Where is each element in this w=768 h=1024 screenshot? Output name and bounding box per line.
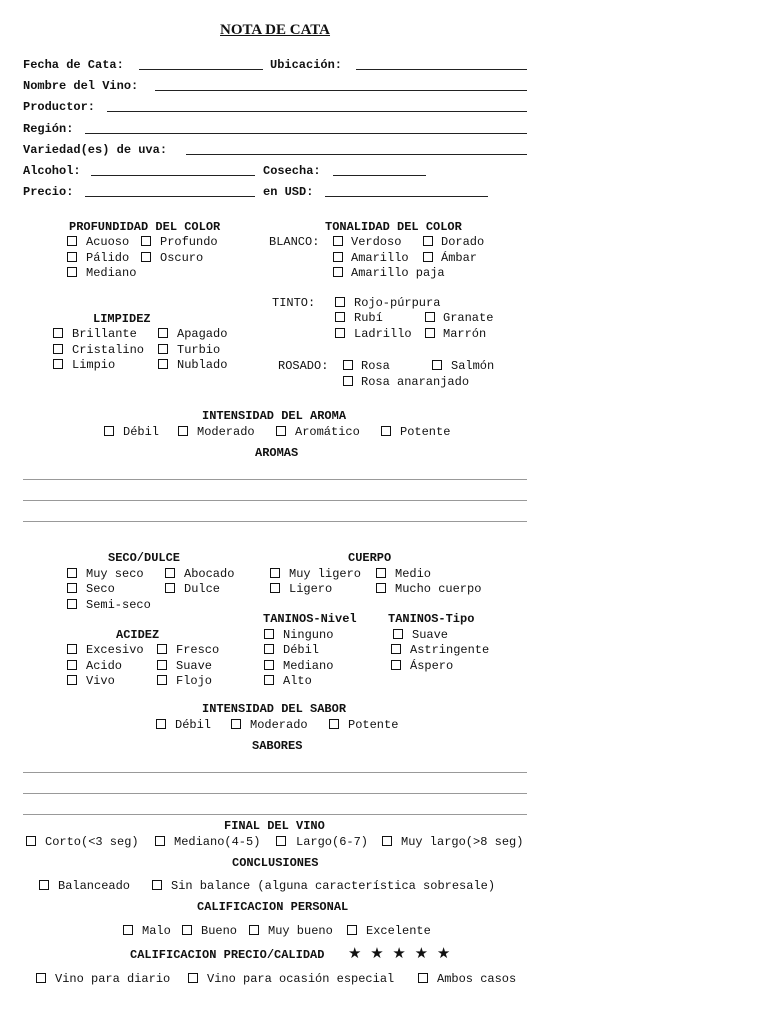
checkbox-amarillo-paja[interactable] [333,267,343,277]
option-label: Moderado [197,425,255,439]
usd-field[interactable] [325,196,488,197]
option-label: Mediano [86,266,137,280]
sabores-heading: SABORES [252,739,303,753]
checkbox-aroma-debil[interactable] [104,426,114,436]
final-heading: FINAL DEL VINO [224,819,325,833]
checkbox-sabor-potente[interactable] [329,719,339,729]
checkbox-largo[interactable] [276,836,286,846]
checkbox-abocado[interactable] [165,568,175,578]
option-label: Dulce [184,582,221,596]
checkbox-cristalino[interactable] [53,344,63,354]
checkbox-nublado[interactable] [158,359,168,369]
option-label: Débil [123,425,160,439]
option-label: Moderado [250,718,308,732]
aromas-line[interactable] [23,521,527,522]
variedad-field[interactable] [186,154,527,155]
calificacion-heading: CALIFICACION PERSONAL [197,900,349,914]
checkbox-muy-seco[interactable] [67,568,77,578]
option-label: Ambos casos [437,972,517,986]
option-label: Excesivo [86,643,144,657]
fecha-field[interactable] [139,69,263,70]
checkbox-oscuro[interactable] [141,252,151,262]
option-label: Nublado [177,358,228,372]
checkbox-rosa[interactable] [343,360,353,370]
option-label: Bueno [201,924,238,938]
option-label: Potente [348,718,399,732]
aromas-heading: AROMAS [255,446,299,460]
option-label: Rubí [354,311,383,325]
option-label: Rosa [361,359,390,373]
option-label: Muy seco [86,567,144,581]
cosecha-field[interactable] [333,175,426,176]
checkbox-turbio[interactable] [158,344,168,354]
checkbox-sin-balance[interactable] [152,880,162,890]
checkbox-rojo-purpura[interactable] [335,297,345,307]
option-label: Vino para diario [55,972,171,986]
checkbox-aroma-aromatico[interactable] [276,426,286,436]
checkbox-fresco[interactable] [157,644,167,654]
precio-calidad-heading: CALIFICACION PRECIO/CALIDAD [130,948,325,962]
precio-label: Precio: [23,185,74,199]
checkbox-dorado[interactable] [423,236,433,246]
limpidez-heading: LIMPIDEZ [93,312,151,326]
checkbox-palido[interactable] [67,252,77,262]
nombre-label: Nombre del Vino: [23,79,139,93]
checkbox-excelente[interactable] [347,925,357,935]
option-label: Apagado [177,327,228,341]
option-label: Débil [175,718,212,732]
option-label: Oscuro [160,251,204,265]
checkbox-aroma-potente[interactable] [381,426,391,436]
option-label: Muy ligero [289,567,362,581]
checkbox-ambos-casos[interactable] [418,973,428,983]
option-label: Semi-seco [86,598,151,612]
checkbox-bueno[interactable] [182,925,192,935]
checkbox-mucho-cuerpo[interactable] [376,583,386,593]
aromas-line[interactable] [23,500,527,501]
checkbox-vino-diario[interactable] [36,973,46,983]
checkbox-balanceado[interactable] [39,880,49,890]
fecha-label: Fecha de Cata: [23,58,124,72]
checkbox-ladrillo[interactable] [335,328,345,338]
option-label: Turbio [177,343,221,357]
option-label: Suave [176,659,213,673]
variedad-label: Variedad(es) de uva: [23,143,168,157]
checkbox-suave[interactable] [157,660,167,670]
checkbox-tanino-debil[interactable] [264,644,274,654]
option-label: Malo [142,924,171,938]
checkbox-apagado[interactable] [158,328,168,338]
intensidad-aroma-heading: INTENSIDAD DEL AROMA [202,409,347,423]
option-label: Profundo [160,235,218,249]
option-label: Fresco [176,643,220,657]
option-label: Flojo [176,674,213,688]
option-label: Potente [400,425,451,439]
option-label: Balanceado [58,879,131,893]
option-label: Alto [283,674,312,688]
option-label: Ligero [289,582,333,596]
checkbox-salmon[interactable] [432,360,442,370]
option-label: Dorado [441,235,485,249]
productor-label: Productor: [23,100,96,114]
tonalidad-heading: TONALIDAD DEL COLOR [325,220,462,234]
option-label: Aromático [295,425,360,439]
checkbox-vivo[interactable] [67,675,77,685]
checkbox-semi-seco[interactable] [67,599,77,609]
sabores-line[interactable] [23,772,527,773]
checkbox-muy-largo[interactable] [382,836,392,846]
checkbox-ocasion-especial[interactable] [188,973,198,983]
checkbox-ambar[interactable] [423,252,433,262]
checkbox-tanino-suave[interactable] [393,629,403,639]
sabores-line[interactable] [23,814,527,815]
alcohol-label: Alcohol: [23,164,81,178]
checkbox-rosa-anaranjado[interactable] [343,376,353,386]
taninos-tipo-heading: TANINOS-Tipo [388,612,475,626]
checkbox-muy-bueno[interactable] [249,925,259,935]
option-label: Muy bueno [268,924,333,938]
checkbox-ninguno[interactable] [264,629,274,639]
checkbox-sabor-moderado[interactable] [231,719,241,729]
option-label: Mediano(4-5) [174,835,261,849]
region-field[interactable] [85,133,527,134]
productor-field[interactable] [107,111,527,112]
ubicacion-field[interactable] [356,69,527,70]
checkbox-seco[interactable] [67,583,77,593]
blanco-label: BLANCO: [269,235,320,249]
option-label: Amarillo paja [351,266,445,280]
checkbox-flojo[interactable] [157,675,167,685]
checkbox-medio[interactable] [376,568,386,578]
checkbox-tanino-alto[interactable] [264,675,274,685]
rosado-label: ROSADO: [278,359,329,373]
checkbox-verdoso[interactable] [333,236,343,246]
checkbox-acido[interactable] [67,660,77,670]
profundidad-heading: PROFUNDIDAD DEL COLOR [69,220,221,234]
ubicacion-label: Ubicación: [270,58,343,72]
checkbox-brillante[interactable] [53,328,63,338]
checkbox-marron[interactable] [425,328,435,338]
option-label: Pálido [86,251,130,265]
option-label: Astringente [410,643,490,657]
alcohol-field[interactable] [91,175,255,176]
star-rating[interactable]: ★ ★ ★ ★ ★ [348,944,453,962]
checkbox-final-mediano[interactable] [155,836,165,846]
option-label: Vino para ocasión especial [207,972,395,986]
checkbox-acuoso[interactable] [67,236,77,246]
option-label: Verdoso [351,235,402,249]
option-label: Ámbar [441,251,478,265]
checkbox-profundo[interactable] [141,236,151,246]
tinto-label: TINTO: [272,296,316,310]
checkbox-aroma-moderado[interactable] [178,426,188,436]
checkbox-aspero[interactable] [391,660,401,670]
checkbox-limpio[interactable] [53,359,63,369]
option-label: Seco [86,582,115,596]
sabores-line[interactable] [23,793,527,794]
cuerpo-heading: CUERPO [348,551,392,565]
option-label: Salmón [451,359,495,373]
option-label: Vivo [86,674,115,688]
option-label: Corto(<3 seg) [45,835,139,849]
checkbox-tanino-mediano[interactable] [264,660,274,670]
option-label: Suave [412,628,449,642]
checkbox-amarillo[interactable] [333,252,343,262]
checkbox-dulce[interactable] [165,583,175,593]
option-label: Medio [395,567,432,581]
checkbox-granate[interactable] [425,312,435,322]
option-label: Cristalino [72,343,145,357]
cosecha-label: Cosecha: [263,164,321,178]
option-label: Amarillo [351,251,409,265]
checkbox-malo[interactable] [123,925,133,935]
option-label: Limpio [72,358,116,372]
option-label: Acuoso [86,235,130,249]
nombre-field[interactable] [155,90,527,91]
intensidad-sabor-heading: INTENSIDAD DEL SABOR [202,702,347,716]
checkbox-excesivo[interactable] [67,644,77,654]
option-label: Mediano [283,659,334,673]
usd-label: en USD: [263,185,314,199]
conclusiones-heading: CONCLUSIONES [232,856,319,870]
option-label: Acido [86,659,123,673]
aromas-line[interactable] [23,479,527,480]
option-label: Ladrillo [354,327,412,341]
checkbox-rubi[interactable] [335,312,345,322]
acidez-heading: ACIDEZ [116,628,160,642]
option-label: Rojo-púrpura [354,296,441,310]
option-label: Abocado [184,567,235,581]
precio-field[interactable] [85,196,255,197]
checkbox-mediano[interactable] [67,267,77,277]
checkbox-astringente[interactable] [391,644,401,654]
option-label: Áspero [410,659,454,673]
option-label: Brillante [72,327,137,341]
checkbox-corto[interactable] [26,836,36,846]
option-label: Largo(6-7) [296,835,369,849]
seco-dulce-heading: SECO/DULCE [108,551,181,565]
page-title: NOTA DE CATA [220,22,331,38]
option-label: Marrón [443,327,487,341]
option-label: Débil [283,643,320,657]
option-label: Mucho cuerpo [395,582,482,596]
checkbox-ligero[interactable] [270,583,280,593]
region-label: Región: [23,122,74,136]
option-label: Rosa anaranjado [361,375,470,389]
option-label: Sin balance (alguna característica sobresale) [171,879,496,893]
option-label: Granate [443,311,494,325]
taninos-nivel-heading: TANINOS-Nivel [263,612,357,626]
option-label: Ninguno [283,628,334,642]
option-label: Muy largo(>8 seg) [401,835,524,849]
option-label: Excelente [366,924,431,938]
checkbox-muy-ligero[interactable] [270,568,280,578]
checkbox-sabor-debil[interactable] [156,719,166,729]
